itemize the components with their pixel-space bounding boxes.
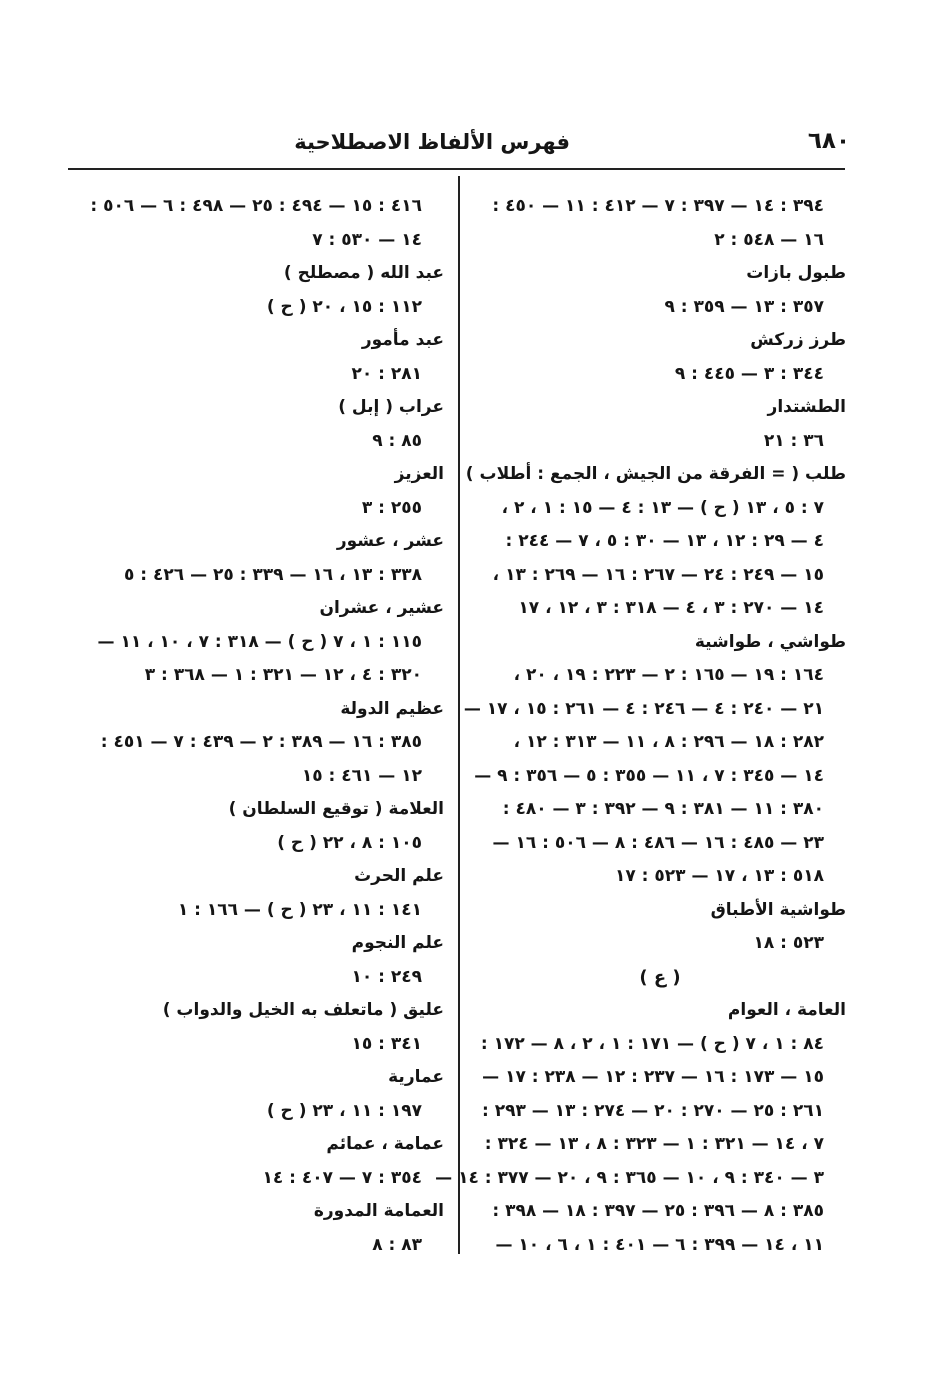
page-references: ١٤١ : ١١ ، ٢٣ ( ح ) — ١٦٦ : ١: [177, 899, 422, 920]
page-references: ٣٨٥ : ٨ — ٣٩٦ : ٢٥ — ٣٩٧ : ١٨ — ٣٩٨ :: [492, 1201, 824, 1221]
page-references: ٣٦ : ٢١: [763, 430, 824, 451]
index-term: عراب ( إبل ): [338, 397, 444, 417]
page-references: ١٢ — ٤٦١ : ١٥: [301, 765, 422, 786]
page-references: ٢٥٥ : ٣: [361, 497, 422, 518]
page-references: ١١ ، ١٤ — ٣٩٩ : ٦ — ٤٠١ : ١ ، ٦ ، ١٠ —: [495, 1234, 824, 1255]
index-column-right: [435, 190, 846, 1262]
page-references: ٥٢٣ : ١٨: [753, 933, 824, 953]
section-letter: ( ع ): [639, 966, 681, 988]
index-term: الطشتدار: [767, 397, 846, 417]
page-references: ١٦ — ٥٤٨ : ٢: [714, 229, 824, 250]
page-references: ١٥ — ١٧٣ : ١٦ — ٢٣٧ : ١٢ — ٢٣٨ : ١٧ —: [482, 1067, 824, 1087]
page-number: ٦٨٠: [807, 128, 850, 154]
page-references: ٢١ — ٢٤٠ : ٤ — ٢٤٦ : ٤ — ٢٦١ : ١٥ ، ١٧ —: [463, 698, 824, 719]
index-term: طلب ( = الفرقة من الجيش ، الجمع : أطلاب ): [465, 464, 846, 484]
page-references: ٣٥٧ : ١٣ — ٣٥٩ : ٩: [664, 296, 824, 317]
index-column-left: [70, 190, 444, 1262]
page-references: ٣ — ٣٤٠ : ٩ ، ١٠ — ٣٦٥ : ٩ ، ٢٠ — ٣٧٧ : ١٤ —: [435, 1167, 824, 1188]
page-references: ٨٥ : ٩: [372, 430, 422, 451]
index-term: عظيم الدولة: [340, 698, 444, 719]
page-references: ٢٨١ : ٢٠: [351, 363, 422, 384]
index-term: طواشي ، طواشية: [694, 631, 846, 652]
index-term: العزيز: [394, 464, 444, 484]
page-references: ٢٦١ : ٢٥ — ٢٧٠ : ٢٠ — ٢٧٤ : ١٣ — ٢٩٣ :: [481, 1100, 824, 1121]
page-references: ٤ — ٢٩ : ١٢ ، ١٣ — ٣٠ : ٥ ، ٧ — ٢٤٤ :: [505, 531, 824, 551]
index-term: العلامة ( توقيع السلطان ): [228, 799, 444, 819]
page-references: ٥١٨ : ١٣ ، ١٧ — ٥٢٣ : ١٧: [615, 866, 824, 886]
page-references: ٤١٦ : ١٥ — ٤٩٤ : ٢٥ — ٤٩٨ : ٦ — ٥٠٦ :: [90, 196, 422, 216]
page-references: ١٤ — ٣٤٥ : ٧ ، ١١ — ٣٥٥ : ٥ — ٣٥٦ : ٩ —: [474, 765, 824, 786]
index-term: طبول بازات: [746, 263, 846, 283]
page-references: ١١٥ : ١ ، ٧ ( ح ) — ٣١٨ : ٧ ، ١٠ ، ١١ —: [97, 631, 422, 652]
page-references: ٣٨٠ : ١١ — ٣٨١ : ٩ — ٣٩٢ : ٣ — ٤٨٠ :: [502, 799, 824, 819]
index-term: علم النجوم: [351, 933, 444, 953]
page-references: ٢٣ — ٤٨٥ : ١٦ — ٤٨٦ : ٨ — ٥٠٦ : ١٦ —: [492, 832, 824, 853]
page-references: ٣٨٥ : ١٦ — ٣٨٩ : ٢ — ٤٣٩ : ٧ — ٤٥١ :: [100, 732, 422, 752]
page-references: ٢٨٢ : ١٨ — ٢٩٦ : ٨ ، ١١ — ٣١٣ : ١٢ ،: [513, 732, 824, 752]
index-term: علم الحرث: [354, 866, 444, 886]
index-term: عبد مأمور: [361, 330, 444, 350]
page-references: ١٠٥ : ٨ ، ٢٢ ( ح ): [277, 832, 422, 853]
page-title: فهرس الألفاظ الاصطلاحية: [294, 130, 570, 154]
header-rule: [68, 168, 845, 170]
index-term: عليق ( ماتعلف به الخيل والدواب ): [162, 1000, 444, 1020]
page-references: ٨٣ : ٨: [372, 1234, 422, 1255]
page-references: ٣٢٠ : ٤ ، ١٢ — ٣٢١ : ١ — ٣٦٨ : ٣: [144, 665, 422, 685]
page-references: ١٩٧ : ١١ ، ٢٣ ( ح ): [266, 1100, 422, 1121]
index-term: عمارية: [388, 1067, 444, 1087]
column-divider: [458, 176, 460, 1254]
index-term: العامة ، العوام: [727, 1000, 846, 1020]
page-references: ٧ : ٥ ، ١٣ ( ح ) — ١٣ : ٤ — ١٥ : ١ ، ٢ ،: [501, 497, 824, 518]
page-references: ٢٤٩ : ١٠: [351, 966, 422, 987]
page-references: ١٤ — ٢٧٠ : ٣ ، ٤ — ٣١٨ : ٣ ، ١٢ ، ١٧: [518, 598, 824, 618]
page-references: ١١٢ : ١٥ ، ٢٠ ( ح ): [266, 296, 422, 317]
index-term: طرز زركش: [750, 330, 846, 350]
page-references: ١٦٤ : ١٩ — ١٦٥ : ٢ — ٢٢٣ : ١٩ ، ٢٠ ،: [513, 665, 824, 685]
page-references: ٣٩٤ : ١٤ — ٣٩٧ : ٧ — ٤١٢ : ١١ — ٤٥٠ :: [492, 196, 824, 216]
index-term: طواشية الأطباق: [710, 899, 846, 920]
page-references: ٨٤ : ١ ، ٧ ( ح ) — ١٧١ : ١ ، ٢ ، ٨ — ١٧٢ :: [480, 1033, 824, 1054]
index-term: عبد الله ( مصطلح ): [283, 263, 444, 283]
index-term: عشر ، عشور: [336, 531, 444, 551]
page-references: ٧ ، ١٤ — ٣٢١ : ١ — ٣٢٣ : ٨ ، ١٣ — ٣٢٤ :: [484, 1134, 824, 1154]
page-references: ١٥ — ٢٤٩ : ٢٤ — ٢٦٧ : ١٦ — ٢٦٩ : ١٣ ،: [492, 564, 824, 585]
page-references: ١٤ — ٥٣٠ : ٧: [312, 229, 422, 250]
index-term: عمامة ، عمائم: [326, 1134, 444, 1154]
index-term: العمامة المدورة: [313, 1201, 444, 1221]
page-references: ٣٥٤ : ٧ — ٤٠٧ : ١٤: [262, 1167, 422, 1188]
page-references: ٣٤١ : ١٥: [351, 1033, 422, 1054]
page-references: ٣٣٨ : ١٣ ، ١٦ — ٣٣٩ : ٢٥ — ٤٢٦ : ٥: [123, 564, 422, 585]
index-term: عشير ، عشران: [319, 598, 444, 618]
page-references: ٣٤٤ : ٣ — ٤٤٥ : ٩: [674, 363, 824, 384]
